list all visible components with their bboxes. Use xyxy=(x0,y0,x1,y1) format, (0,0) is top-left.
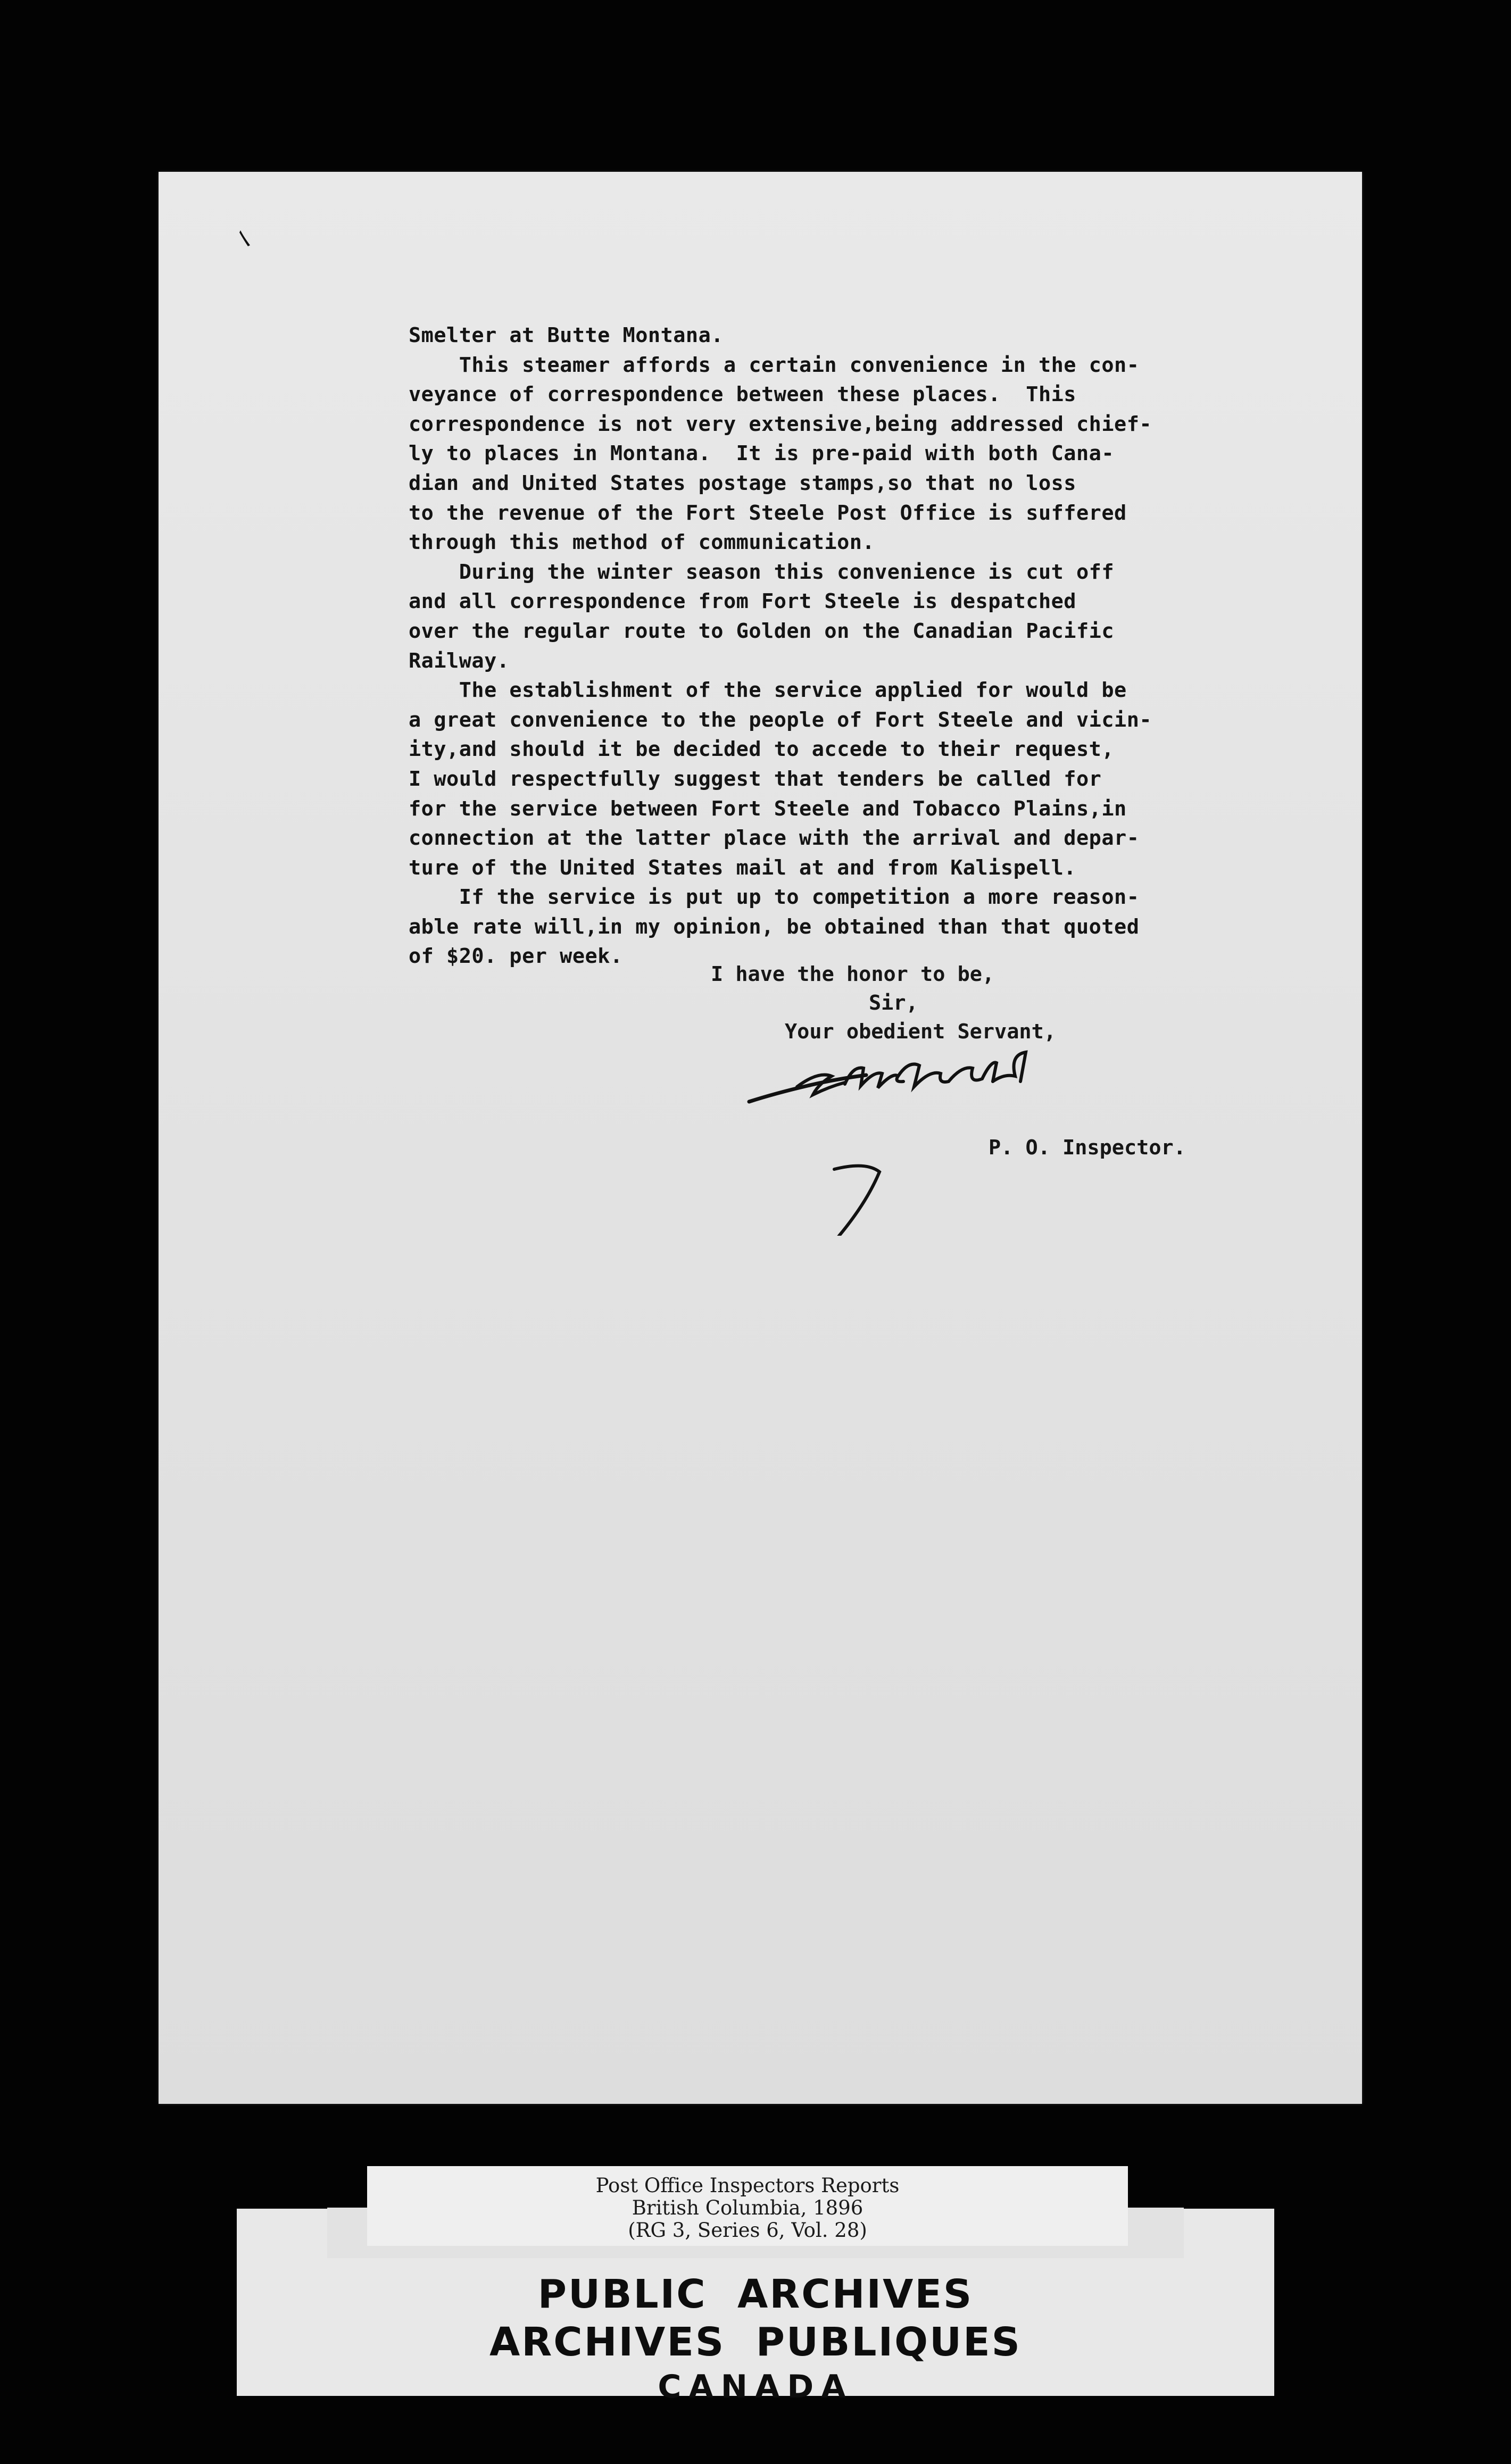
letter-line: Smelter at Butte Montana. xyxy=(409,323,724,347)
letter-line: over the regular route to Golden on the Canadian Pacific xyxy=(409,619,1115,643)
letter-line: The establishment of the service applied for would be xyxy=(409,678,1127,703)
closing-line-2: Sir, xyxy=(869,991,918,1015)
letter-line: veyance of correspondence between these places. This xyxy=(409,382,1076,407)
letter-line: for the service between Fort Steele and Tobacco Plains,in xyxy=(409,796,1127,821)
letter-line: able rate will,in my opinion, be obtained than that quoted xyxy=(409,914,1140,939)
letter-line: This steamer affords a certain convenience in the con- xyxy=(409,353,1140,377)
label-line-series: Post Office Inspectors Reports xyxy=(595,2174,900,2197)
letter-line: and all correspondence from Fort Steele is despatched xyxy=(409,589,1076,614)
letter-line: I would respectfully suggest that tenders be called for xyxy=(409,767,1102,791)
letter-body xyxy=(409,321,1324,971)
label-line-region-year: British Columbia, 1896 xyxy=(632,2196,864,2219)
letter-line: through this method of communication. xyxy=(409,530,875,555)
signer-title: P. O. Inspector. xyxy=(989,1136,1186,1160)
document-page xyxy=(159,172,1362,2104)
letter-line: of $20. per week. xyxy=(409,944,623,969)
letter-line: During the winter season this convenience is cut off xyxy=(409,560,1115,584)
letter-line: ity,and should it be decided to accede to their request, xyxy=(409,737,1115,762)
letter-line: connection at the latter place with the arrival and depar- xyxy=(409,826,1140,851)
letter-line: If the service is put up to competition a more reason- xyxy=(409,885,1140,910)
letter-line: correspondence is not very extensive,being addressed chief- xyxy=(409,412,1152,436)
archive-reference-label xyxy=(367,2166,1128,2246)
letter-line: Railway. xyxy=(409,648,510,673)
letter-line: a great convenience to the people of Fort Steele and vicin- xyxy=(409,707,1152,732)
stamp-line-archives-publiques: ARCHIVES PUBLIQUES xyxy=(489,2319,1022,2365)
closing-line-3: Your obedient Servant, xyxy=(785,1020,1056,1044)
letter-line: to the revenue of the Fort Steele Post Office is suffered xyxy=(409,501,1127,525)
stamp-line-public-archives: PUBLIC ARCHIVES xyxy=(537,2271,974,2317)
closing-line-1: I have the honor to be, xyxy=(711,962,995,986)
ink-mark xyxy=(238,229,254,251)
stamp-line-canada: CANADA xyxy=(658,2368,853,2405)
letter-line: ly to places in Montana. It is pre-paid with both Cana- xyxy=(409,442,1115,466)
letter-line: ture of the United States mail at and from Kalispell. xyxy=(409,855,1076,880)
letter-line: dian and United States postage stamps,so that no loss xyxy=(409,471,1076,495)
label-line-reference: (RG 3, Series 6, Vol. 28) xyxy=(628,2219,867,2242)
